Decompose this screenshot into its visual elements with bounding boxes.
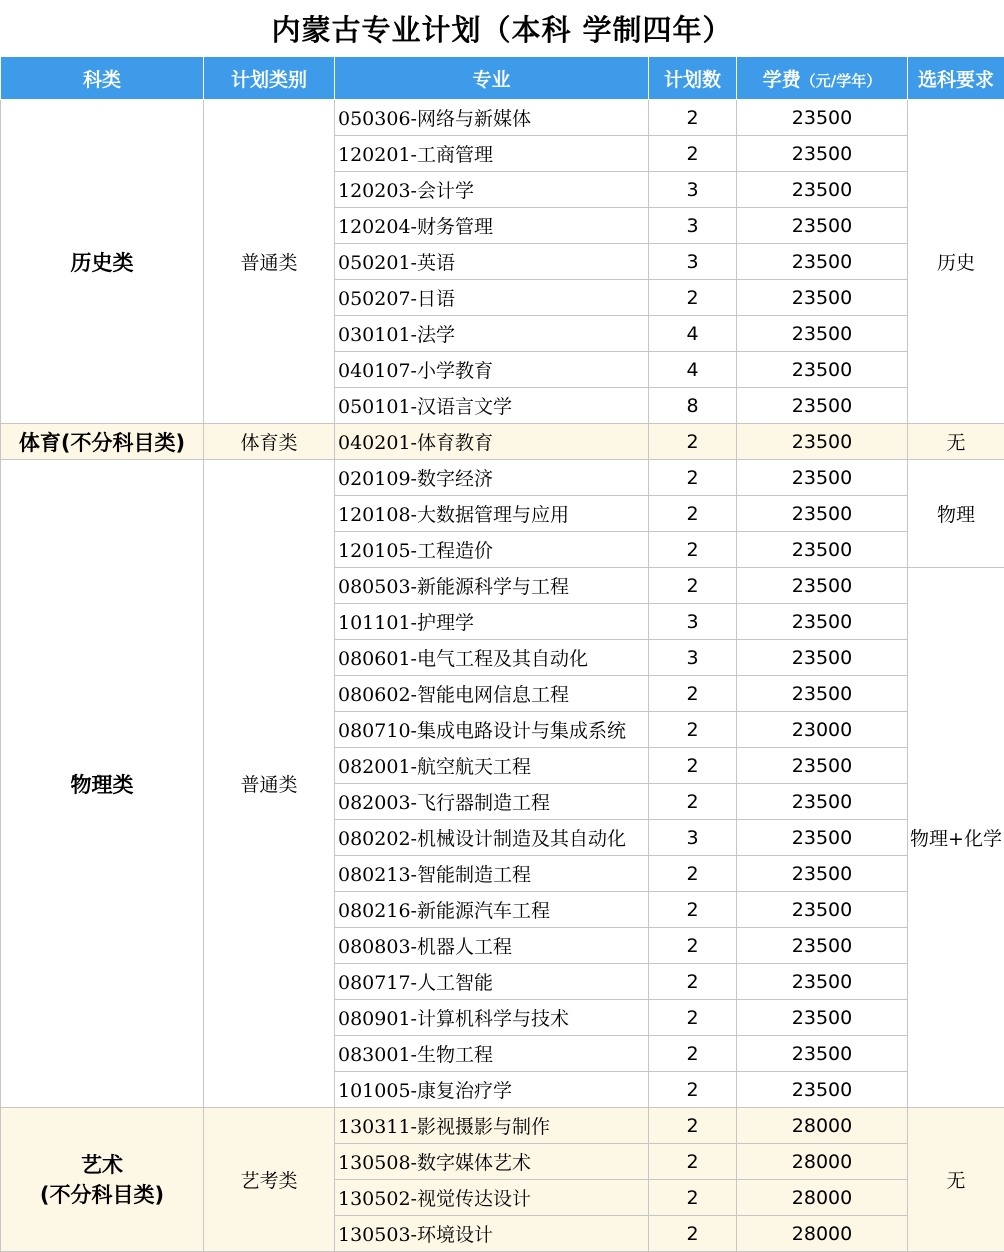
fee-cell: 23500 <box>737 280 908 316</box>
major-cell: 130508-数字媒体艺术 <box>335 1144 649 1180</box>
plan-table <box>0 56 1004 1252</box>
fee-cell: 23500 <box>737 784 908 820</box>
physics-requirement-cell-b: 物理+化学 <box>908 568 1004 1108</box>
major-cell: 120204-财务管理 <box>335 208 649 244</box>
major-cell: 050101-汉语言文学 <box>335 388 649 424</box>
fee-cell: 23500 <box>737 820 908 856</box>
count-cell: 2 <box>649 1000 737 1036</box>
count-cell: 2 <box>649 1144 737 1180</box>
count-cell: 2 <box>649 460 737 496</box>
major-cell: 040201-体育教育 <box>335 424 649 460</box>
fee-cell: 23500 <box>737 928 908 964</box>
count-cell: 2 <box>649 1216 737 1252</box>
count-cell: 4 <box>649 352 737 388</box>
count-cell: 2 <box>649 1180 737 1216</box>
header-plan-type: 计划类别 <box>204 57 335 100</box>
fee-cell: 28000 <box>737 1144 908 1180</box>
count-cell: 2 <box>649 100 737 136</box>
major-cell: 120203-会计学 <box>335 172 649 208</box>
count-cell: 2 <box>649 748 737 784</box>
fee-cell: 23500 <box>737 172 908 208</box>
major-cell: 130502-视觉传达设计 <box>335 1180 649 1216</box>
fee-cell: 23500 <box>737 316 908 352</box>
table-header-row <box>1 57 1004 100</box>
count-cell: 2 <box>649 712 737 748</box>
major-cell: 130311-影视摄影与制作 <box>335 1108 649 1144</box>
table-row <box>1 460 1004 496</box>
count-cell: 2 <box>649 964 737 1000</box>
count-cell: 2 <box>649 928 737 964</box>
fee-cell: 28000 <box>737 1180 908 1216</box>
major-cell: 080213-智能制造工程 <box>335 856 649 892</box>
fee-cell: 23500 <box>737 1072 908 1108</box>
major-cell: 050306-网络与新媒体 <box>335 100 649 136</box>
history-requirement-cell: 历史 <box>908 100 1004 424</box>
page-title: 内蒙古专业计划（本科 学制四年） <box>0 0 1004 56</box>
fee-cell: 23500 <box>737 424 908 460</box>
major-cell: 082001-航空航天工程 <box>335 748 649 784</box>
major-cell: 120201-工商管理 <box>335 136 649 172</box>
fee-cell: 23500 <box>737 1000 908 1036</box>
major-cell: 080601-电气工程及其自动化 <box>335 640 649 676</box>
art-requirement-cell: 无 <box>908 1108 1004 1252</box>
header-fee-unit: （元/学年） <box>801 72 881 90</box>
major-cell: 050207-日语 <box>335 280 649 316</box>
major-cell: 080803-机器人工程 <box>335 928 649 964</box>
physics-plan-type-cell: 普通类 <box>204 460 335 1108</box>
table-row <box>1 424 1004 460</box>
table-row <box>1 100 1004 136</box>
art-category-line2: (不分科目类) <box>1 1180 203 1210</box>
major-cell: 101101-护理学 <box>335 604 649 640</box>
fee-cell: 23500 <box>737 532 908 568</box>
count-cell: 2 <box>649 784 737 820</box>
count-cell: 3 <box>649 820 737 856</box>
major-cell: 040107-小学教育 <box>335 352 649 388</box>
count-cell: 2 <box>649 1036 737 1072</box>
major-cell: 050201-英语 <box>335 244 649 280</box>
major-cell: 101005-康复治疗学 <box>335 1072 649 1108</box>
major-cell: 080901-计算机科学与技术 <box>335 1000 649 1036</box>
major-cell: 120105-工程造价 <box>335 532 649 568</box>
count-cell: 4 <box>649 316 737 352</box>
history-plan-type-cell: 普通类 <box>204 100 335 424</box>
major-cell: 130503-环境设计 <box>335 1216 649 1252</box>
fee-cell: 23500 <box>737 856 908 892</box>
major-cell: 080602-智能电网信息工程 <box>335 676 649 712</box>
count-cell: 2 <box>649 676 737 712</box>
major-cell: 020109-数字经济 <box>335 460 649 496</box>
count-cell: 3 <box>649 640 737 676</box>
major-cell: 120108-大数据管理与应用 <box>335 496 649 532</box>
fee-cell: 23500 <box>737 460 908 496</box>
art-plan-type-cell: 艺考类 <box>204 1108 335 1252</box>
count-cell: 2 <box>649 1072 737 1108</box>
fee-cell: 23500 <box>737 640 908 676</box>
header-subject-requirement: 选科要求 <box>908 57 1004 100</box>
sport-plan-type-cell: 体育类 <box>204 424 335 460</box>
fee-cell: 23500 <box>737 388 908 424</box>
fee-cell: 23500 <box>737 208 908 244</box>
art-category-cell <box>1 1108 204 1252</box>
header-fee-label: 学费 <box>763 69 801 91</box>
header-fee <box>737 57 908 100</box>
art-category-line1: 艺术 <box>1 1150 203 1180</box>
major-cell: 080202-机械设计制造及其自动化 <box>335 820 649 856</box>
count-cell: 8 <box>649 388 737 424</box>
fee-cell: 23500 <box>737 748 908 784</box>
physics-category-cell: 物理类 <box>1 460 204 1108</box>
fee-cell: 23500 <box>737 604 908 640</box>
header-major: 专业 <box>335 57 649 100</box>
count-cell: 2 <box>649 532 737 568</box>
count-cell: 3 <box>649 244 737 280</box>
fee-cell: 23500 <box>737 352 908 388</box>
major-cell: 080710-集成电路设计与集成系统 <box>335 712 649 748</box>
sport-requirement-cell: 无 <box>908 424 1004 460</box>
major-cell: 030101-法学 <box>335 316 649 352</box>
count-cell: 3 <box>649 172 737 208</box>
fee-cell: 23500 <box>737 964 908 1000</box>
count-cell: 2 <box>649 1108 737 1144</box>
fee-cell: 23500 <box>737 892 908 928</box>
major-cell: 080503-新能源科学与工程 <box>335 568 649 604</box>
header-category: 科类 <box>1 57 204 100</box>
history-category-cell: 历史类 <box>1 100 204 424</box>
fee-cell: 23500 <box>737 100 908 136</box>
count-cell: 2 <box>649 892 737 928</box>
sport-category-cell: 体育(不分科目类) <box>1 424 204 460</box>
count-cell: 2 <box>649 856 737 892</box>
count-cell: 2 <box>649 136 737 172</box>
fee-cell: 23500 <box>737 244 908 280</box>
fee-cell: 23500 <box>737 568 908 604</box>
count-cell: 2 <box>649 496 737 532</box>
fee-cell: 28000 <box>737 1216 908 1252</box>
count-cell: 3 <box>649 208 737 244</box>
major-cell: 080216-新能源汽车工程 <box>335 892 649 928</box>
table-row <box>1 1108 1004 1144</box>
count-cell: 2 <box>649 280 737 316</box>
fee-cell: 28000 <box>737 1108 908 1144</box>
major-cell: 083001-生物工程 <box>335 1036 649 1072</box>
count-cell: 2 <box>649 424 737 460</box>
fee-cell: 23500 <box>737 496 908 532</box>
physics-requirement-cell-a: 物理 <box>908 460 1004 568</box>
fee-cell: 23500 <box>737 1036 908 1072</box>
header-count: 计划数 <box>649 57 737 100</box>
fee-cell: 23500 <box>737 676 908 712</box>
major-cell: 080717-人工智能 <box>335 964 649 1000</box>
count-cell: 2 <box>649 568 737 604</box>
count-cell: 3 <box>649 604 737 640</box>
major-cell: 082003-飞行器制造工程 <box>335 784 649 820</box>
fee-cell: 23500 <box>737 136 908 172</box>
fee-cell: 23000 <box>737 712 908 748</box>
